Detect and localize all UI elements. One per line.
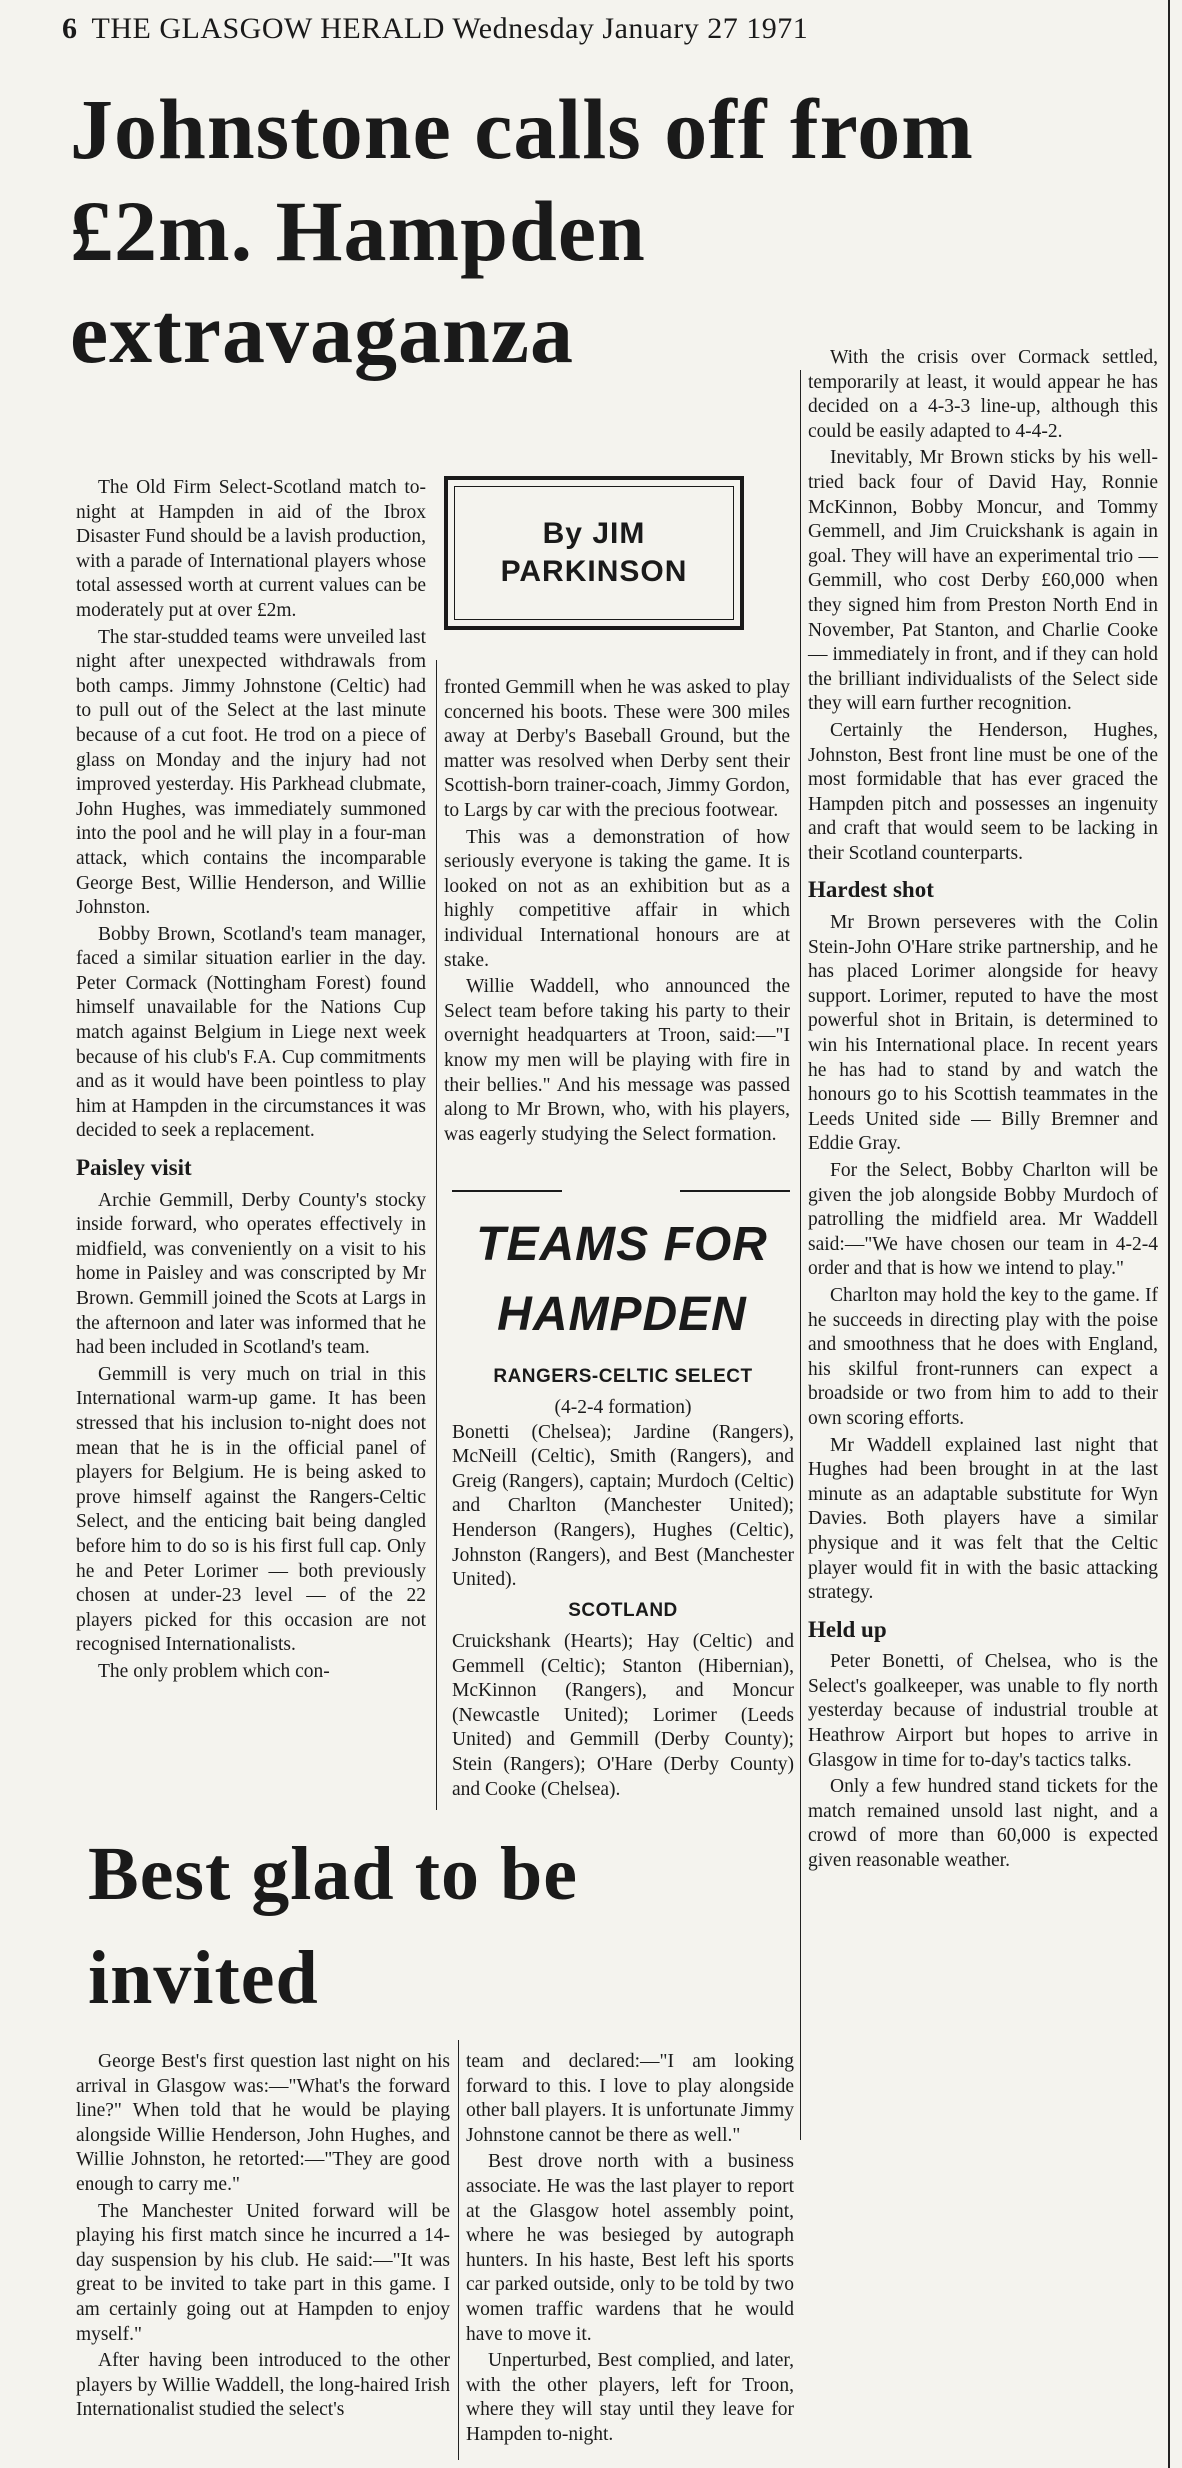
paragraph: After having been introduced to the other players by Willie Waddell, the long-haired Irish Internationalist studied the select's	[76, 2350, 450, 2421]
scotland-team-list	[452, 1630, 794, 1802]
second-story-col1	[76, 2050, 450, 2423]
paragraph: Peter Bonetti, of Chelsea, who is the Select's goalkeeper, was unable to fly north yesterday because of industrial trouble at Heathrow Airport but hopes to arrive in Glasgow in time for to-day's tactics talks.	[808, 1651, 1158, 1771]
page-edge-rule	[1168, 0, 1170, 2468]
scotland-lineup: Cruickshank (Hearts); Hay (Celtic) and Gemmell (Celtic); Stanton (Hibernian), McKinnon (Rangers), and Moncur (Newcastle United); Lorimer (Leeds United) and Gemmill (Derby County); Stein (Rangers); O'Hare (Derby County) and Cooke (Chelsea).	[452, 1631, 794, 1800]
scotland-heading: SCOTLAND	[568, 1600, 678, 1621]
column-divider	[436, 660, 437, 1810]
paragraph: With the crisis over Cormack settled, temporarily at least, it would appear he has decided on a 4-3-3 line-up, although this could be easily adapted to 4-4-2.	[808, 347, 1158, 442]
main-story-col1	[76, 476, 426, 1685]
paragraph: The only problem which con-	[98, 1660, 330, 1682]
select-team-list	[452, 1396, 794, 1593]
second-headline: Best glad to be invited	[88, 1832, 578, 2020]
paragraph: Mr Waddell explained last night that Hughes had been brought in at the last minute as an adaptable substitute for Wyn Davies. Both players have a similar physique and it was felt that the Celtic player would fit in with the basic attacking strategy.	[808, 1434, 1158, 1604]
main-story-col2	[444, 676, 790, 1147]
paragraph: For the Select, Bobby Charlton will be given the job alongside Bobby Murdoch of patrolling the midfield area. Mr Waddell said:—"We have chosen our team in 4-2-4 order and that is how we intend to play."	[808, 1160, 1158, 1280]
teams-title	[452, 1210, 792, 1350]
subhead-hardest-shot: Hardest shot	[808, 877, 934, 903]
teams-title-line1: TEAMS FOR	[476, 1218, 768, 1271]
paragraph: Archie Gemmill, Derby County's stocky inside forward, who operates effectively in midfield, was conveniently on a visit to his home in Paisley and was conscripted by Mr Brown. Gemmill joined the Scots at Largs in the afternoon and later was informed that he had been included in Scotland's team.	[76, 1189, 426, 1359]
select-lineup: Bonetti (Chelsea); Jardine (Rangers), McNeill (Celtic), Smith (Rangers), and Greig (Rangers), captain; Murdoch (Celtic) and Charlton (Manchester United); Henderson (Rangers), Hughes (Celtic), Johnston (Rangers), and Best (Manchester United).	[452, 1421, 794, 1591]
paragraph: This was a demonstration of how seriously everyone is taking the game. It is looked on not as an exhibition but as a highly competitive affair in which individual International honours are at stake.	[444, 826, 790, 971]
paragraph: Charlton may hold the key to the game. If he succeeds in directing play with the poise and smoothness that he does with England, his skilful front-runners can expect a broadside or two from him to add to their own scoring efforts.	[808, 1284, 1158, 1429]
subhead-paisley: Paisley visit	[76, 1155, 192, 1181]
paragraph: Willie Waddell, who announced the Select team before taking his party to their overnight headquarters at Troon, said:—"I know my men will be playing with fire in their bellies." And his message was passed along to Mr Brown, who, with his players, was eagerly studying the Select formation.	[444, 976, 790, 1145]
byline: By JIM PARKINSON	[454, 486, 734, 620]
select-formation: (4-2-4 formation)	[554, 1397, 692, 1418]
paragraph: Best drove north with a business associate. He was the last player to report at the Glasgow hotel assembly point, where he was besieged by autograph hunters. In his haste, Best left his sports car parked outside, only to be told by two women traffic wardens that he would have to move it.	[466, 2151, 794, 2345]
paragraph: The star-studded teams were unveiled last night after unexpected withdrawals from both camps. Jimmy Johnstone (Celtic) had to pull out of the Select at the last minute because of a cut foot. He trod on a piece of glass on Monday and the injury had not improved yesterday. His Parkhead clubmate, John Hughes, was immediately summoned into the pool and he will play in a four-man attack, which contains the incomparable George Best, Willie Henderson, and Willie Johnston.	[76, 626, 426, 919]
page-number: 6	[62, 12, 78, 45]
masthead	[62, 12, 808, 46]
paragraph: The Old Firm Select-Scotland match to-night at Hampden in aid of the Ibrox Disaster Fund should be a lavish production, with a parade of International players whose total assessed worth at current values can be moderately put at over £2m.	[76, 477, 426, 621]
byline-box	[444, 476, 744, 630]
paragraph: Inevitably, Mr Brown sticks by his well-tried back four of David Hay, Ronnie McKinnon, Bobby Moncur, and Tommy Gemmell, and Jim Cruickshank is again in goal. They will have an experimental trio — Gemmill, who cost Derby £60,000 when they signed him from Preston North End in November, Pat Stanton, and Charlie Cooke — immediately in front, and if they can hold the brilliant individualists of the Select side they will earn further recognition.	[808, 447, 1158, 715]
paragraph: George Best's first question last night on his arrival in Glasgow was:—"What's the forward line?" When told that he would be playing alongside Willie Henderson, John Hughes, and Willie Johnston, he retorted:—"They are good enough to carry me."	[76, 2051, 450, 2195]
teams-title-line2: HAMPDEN	[497, 1288, 747, 1341]
select-heading: RANGERS-CELTIC SELECT	[493, 1366, 753, 1387]
paragraph: Bobby Brown, Scotland's team manager, faced a similar situation earlier in the day. Peter Cormack (Nottingham Forest) found himself unavailable for the Nations Cup match against Belgium in Liege next week because of his club's F.A. Cup commitments and as it would have been pointless to play him at Hampden in the circumstances it was decided to seek a replacement.	[76, 923, 426, 1142]
paragraph: Certainly the Henderson, Hughes, Johnston, Best front line must be one of the most formidable that has ever graced the Hampden pitch and possesses an ingenuity and craft that would seem to be lacking in their Scotland counterparts.	[808, 719, 1158, 864]
main-headline: Johnstone calls off from £2m. Hampden extravaganza	[70, 81, 974, 381]
masthead-title: THE GLASGOW HERALD Wednesday January 27 1971	[91, 12, 809, 45]
column-divider	[458, 2040, 459, 2460]
paragraph: Gemmill is very much on trial in this International warm-up game. It has been stressed that his inclusion to-night does not mean that he is in the official panel of players for Belgium. He is being asked to prove himself against the Rangers-Celtic Select, and the enticing bait being dangled before him to do so is his first full cap. Only he and Peter Lorimer — both previously chosen at under-23 level — of the 22 players picked for this occasion are not recognised Internationalists.	[76, 1363, 426, 1656]
paragraph: Unperturbed, Best complied, and later, with the other players, left for Troon, where they will stay until they leave for Hampden to-night.	[466, 2350, 794, 2445]
paragraph: Only a few hundred stand tickets for the match remained unsold last night, and a crowd of more than 60,000 is expected given reasonable weather.	[808, 1776, 1158, 1872]
paragraph: The Manchester United forward will be playing his first match since he incurred a 14-day suspension by his club. He said:—"It was great to be invited to take part in this game. I am certainly going out at Hampden to enjoy myself."	[76, 2200, 450, 2345]
second-story-col2	[466, 2050, 794, 2448]
column-divider	[800, 370, 801, 2140]
main-story-col3	[808, 346, 1158, 1874]
teams-rule	[680, 1190, 790, 1192]
subhead-held-up: Held up	[808, 1616, 887, 1642]
paragraph: fronted Gemmill when he was asked to play concerned his boots. These were 300 miles away at Derby's Baseball Ground, but the matter was resolved when Derby sent their Scottish-born trainer-coach, Jimmy Gordon, to Largs by car with the precious footwear.	[444, 677, 790, 821]
paragraph: team and declared:—"I am looking forward to this. I love to play alongside other ball players. It is unfortunate Jimmy Johnstone cannot be there as well."	[466, 2051, 794, 2146]
paragraph: Mr Brown perseveres with the Colin Stein-John O'Hare strike partnership, and he has placed Lorimer alongside for heavy support. Lorimer, reputed to have the most powerful shot in Britain, is determined to win his International place. In recent years he has had to stand by and watch the honours go to his Scottish teammates in the Leeds United side — Billy Bremner and Eddie Gray.	[808, 912, 1158, 1155]
teams-rule	[452, 1190, 562, 1192]
